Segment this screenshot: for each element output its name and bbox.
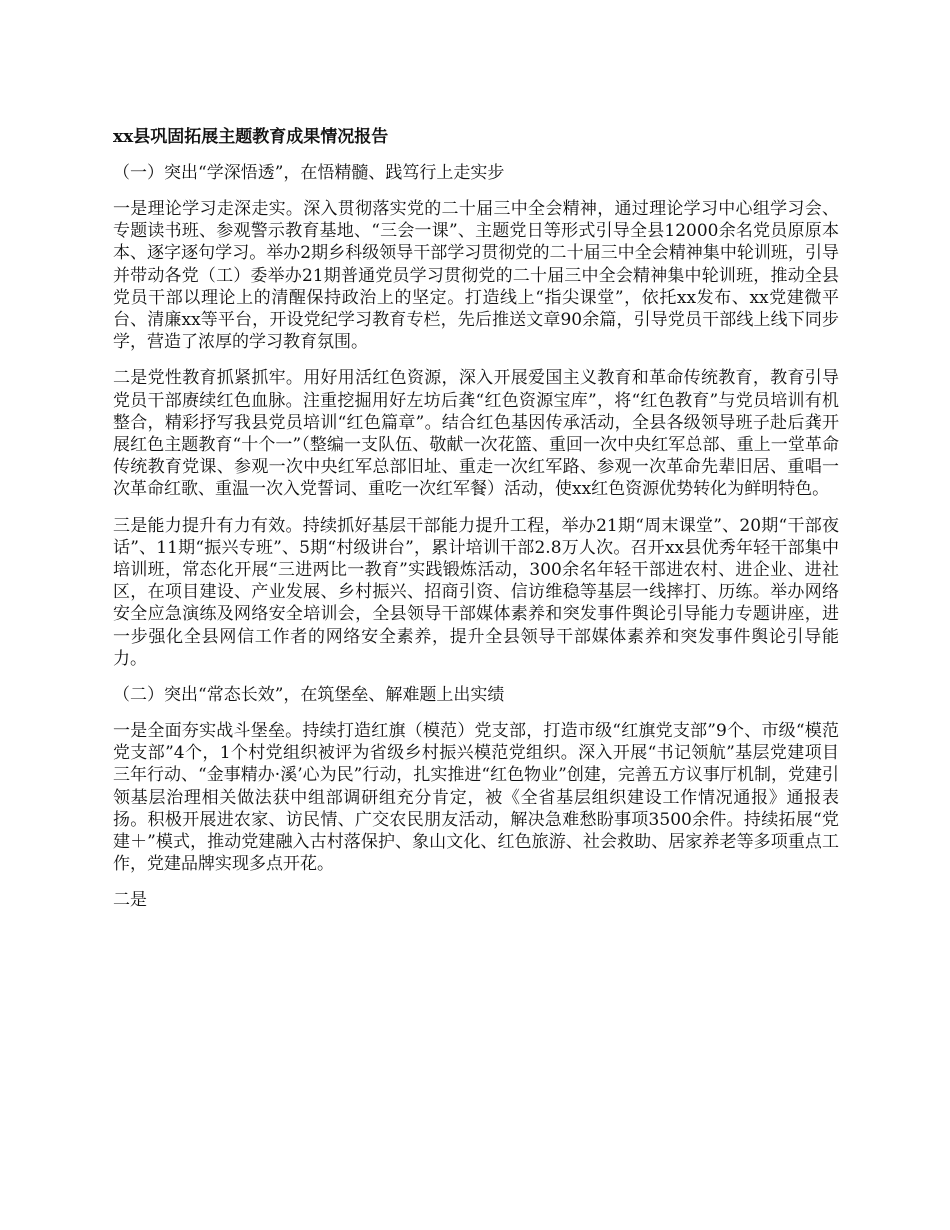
paragraph-theory-study: 一是理论学习走深走实。深入贯彻落实党的二十届三中全会精神，通过理论学习中心组学习会、专题读书班、参观警示教育基地、“三会一课”、主题党日等形式引导全县12000余名党员原原本本、逐字逐句学习。举办2期乡科级领导干部学习贯彻党的二十届三中全会精神集中轮训班，引导并带动各党（工）委举办21期普通党员学习贯彻党的二十届三中全会精神集中轮训班，推动全县党员干部以理论上的清醒保持政治上的坚定。打造线上“指尖课堂”，依托xx发布、xx党建微平台、清廉xx等平台，开设党纪学习教育专栏，先后推送文章90余篇，引导党员干部线上线下同步学，营造了浓厚的学习教育氛围。 (113, 199, 839, 353)
paragraph-capability-improvement: 三是能力提升有力有效。持续抓好基层干部能力提升工程，举办21期“周末课堂”、20期“干部夜话”、11期“振兴专班”、5期“村级讲台”，累计培训干部2.8万人次。召开xx县优秀年轻干部集中培训班，常态化开展“三进两比一教育”实践锻炼活动，300余名年轻干部进农村、进企业、进社区，在项目建设、产业发展、乡村振兴、招商引资、信访维稳等基层一线摔打、历练。举办网络安全应急演练及网络安全培训会，全县领导干部媒体素养和突发事件舆论引导能力专题讲座，进一步强化全县网信工作者的网络安全素养，提升全县领导干部媒体素养和突发事件舆论引导能力。 (113, 515, 839, 669)
section-heading-1: （一）突出“学深悟透”，在悟精髓、践笃行上走实步 (113, 163, 505, 183)
document-page (113, 126, 839, 911)
paragraph-fortress-building: 一是全面夯实战斗堡垒。持续打造红旗（模范）党支部，打造市级“红旗党支部”9个、市级“模范党支部”4个，1个村党组织被评为省级乡村振兴模范党组织。深入开展“书记领航”基层党建项目三年行动、“金事精办·溪’心为民”行动，扎实推进“红色物业”创建，完善五方议事厅机制，党建引领基层治理相关做法获中组部调研组充分肯定，被《全省基层组织建设工作情况通报》通报表扬。积极开展进农家、访民情、广交农民朋友活动，解决急难愁盼事项3500余件。持续拓展“党建＋”模式，推动党建融入古村落保护、象山文化、红色旅游、社会救助、居家养老等多项重点工作，党建品牌实现多点开花。 (113, 721, 839, 875)
paragraph-party-education: 二是党性教育抓紧抓牢。用好用活红色资源，深入开展爱国主义教育和革命传统教育，教育引导党员干部赓续红色血脉。注重挖掘用好左坊后龚“红色资源宝库”，将“红色教育”与党员培训有机整合，精彩抒写我县党员培训“红色篇章”。结合红色基因传承活动，全县各级领导班子赴后龚开展红色主题教育“十个一”（整编一支队伍、敬献一次花篮、重回一次中央红军总部、重上一堂革命传统教育党课、参观一次中央红军总部旧址、重走一次红军路、参观一次革命先辈旧居、重唱一次革命红歌、重温一次入党誓词、重吃一次红军餐）活动，使xx红色资源优势转化为鲜明特色。 (113, 368, 839, 500)
document-title: xx县巩固拓展主题教育成果情况报告 (113, 127, 389, 147)
trailing-paragraph-start: 二是 (113, 890, 147, 911)
section-heading-2: （二）突出“常态长效”，在筑堡垒、解难题上出实绩 (113, 685, 505, 706)
